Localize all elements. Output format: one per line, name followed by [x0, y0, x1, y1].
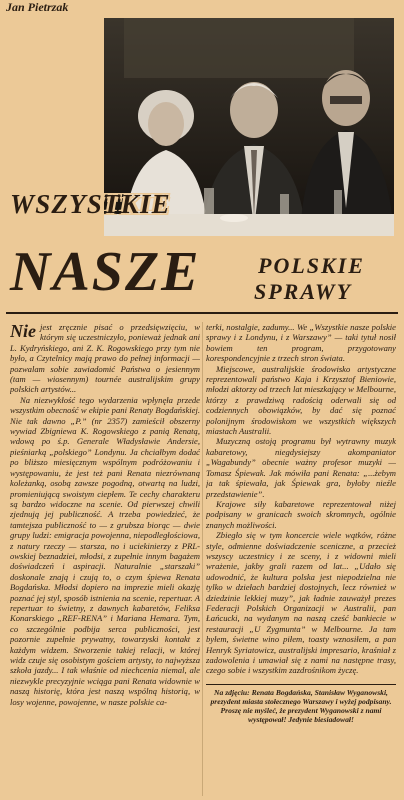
- article-column-left: [10, 322, 200, 796]
- article-paragraph: terki, nostalgie, zadumy... We „Wszystkie nasze polskie sprawy i z Londynu, i z Warszawy” — taki tytuł nosił bowiem ten program, przygotowany korespondencyjnie z trzech stron świata.: [206, 322, 396, 364]
- headline-sub-line2: SPRAWY: [254, 279, 353, 304]
- photo-caption-note: Na zdjęciu: Renata Bogdańska, Stanisław Wyganowski, prezydent miasta stołecznego Warszawy i wyżej podpisany. Proszę nie myśleć, że prezydent Wyganowski z nami występował! Jedynie biesiadował!: [206, 684, 396, 724]
- headline-kicker: WSZYSTKIE: [10, 189, 171, 219]
- author-byline: Jan Pietrzak: [6, 0, 69, 14]
- article-column-right: [206, 322, 396, 796]
- article-paragraph: Muzyczną ostoją programu był wytrawny muzyk kabaretowy, niegdysiejszy akompaniator „Wagabundy” obecnie ważny profesor muzyki — Tomasz Śpiewak. Jak mówiła pani Renata: „...żebym ja tak śpiewała, jak Śpiewak gra, byłoby nieźle przedstawienie”.: [206, 436, 396, 499]
- dropcap: Nie: [10, 322, 36, 341]
- headline-main: NASZE: [10, 241, 201, 303]
- divider-rule: [6, 312, 398, 314]
- article-paragraph: Nie jest zręcznie pisać o przedsięwzięciu, w którym się uczestniczyło, ponieważ jednak ani L. Kydryńskiego, ani Z. K. Rogowskiego przy tym nie było, a Czytelnicy mają prawo do pełnej informacji — pozwalam sobie zawiadomić Państwa o jesiennym (tam — wiosennym) tournée australijskim grupy polskich artystów...: [10, 322, 200, 395]
- headline-sub-line1: POLSKIE: [258, 253, 365, 278]
- column-divider: [202, 322, 203, 796]
- article-paragraph: Krajowe siły kabaretowe reprezentował niżej podpisany w granicach swoich skromnych, ogólnie znanych możliwości.: [206, 498, 396, 530]
- article-paragraph: Na niezwykłość tego wydarzenia wpłynęła przede wszystkim obecność w ekipie pani Renaty Bogdańskiej. Nie tak dawno „P.” (nr 2357) zamieścił obszerny wywiad Zbigniewa K. Rogowskiego z panią Renatą, wdową po ś.p. Generale Władysławie Andersie, pieśniarką „polskiego” Londynu. Ja chciałbym dodać po bliższo miesięcznym wspólnym podróżowaniu i występowaniu, że jest też pani Renata niezrównaną koleżanką, osobą zawsze pogodną, otwartą na ludzi, promieniującą swoistym ciepłem. Te cechy charakteru są bardzo widoczne na scenie. Od pierwszej chwili zjednują jej publiczność. A trzeba powiedzieć, że tamtejsza publiczność to — z grubsza biorąc — dwie grupy ludzi: emigracja powojenna, niepodległościowa, z natury rzeczy — starsza, no i uciekinierzy z PRL-owskiej beznadziei, młodsi, z zupełnie innym bagażem doświadczeń i aspiracji. Naturalnie „starszaki” doskonale znają i czują to, o czym śpiewa Renata Bogdańska. Młodsi dopiero na imprezie mieli okazję poznać jej styl, sposób istnienia na scenie, repertuar. A repertuar to świetny, z dawnych kabaretów, Feliksa Konarskiego „REF-RENA” i Mariana Hemara. Tym, co szczególnie podbija serca publiczności, jest pozornie zupełnie prywatny, towarzyski kontakt z każdym widzem. Stworzenie takiej relacji, w której widz czuje się osobistym gościem artysty, to najwyższa szkoła jazdy... I tak właśnie od niechcenia niemal, ale niezwykle precyzyjnie wciąga pani Renata widownie w naszą historię, która jest naszą wspólną historią, w losy wojenne, powojenne, w nasze polskie ca-: [10, 394, 200, 707]
- article-paragraph: Miejscowe, australijskie środowisko artystyczne reprezentowali państwo Kaja i Krzysztof Bieniowie, młodzi aktorzy od trzech lat mieszkający w Melbourne, którzy z prawdziwą radością oderwali się od codziennych obowiązków, by dać się poznać polonijnym środowiskom we wszystkich większych miastach Australii.: [206, 363, 396, 437]
- article-paragraph: Zbiegło się w tym koncercie wiele wątków, różne style, odmienne doświadczenie sceniczne, a przecież wszyscy uczestnicy i ze sceny, i z widowni mieli wrażenie, jakby grali razem od lat... „Udało się udowodnić, że kultura polska jest niepodzielna nie tylko w dziełach bardziej dostojnych, lecz również w dziedzinie lekkiej muzy”, jak ładnie zauważył prezes Federacji Polskich Organizacji w Australii, pan Łańcucki, na wydanym na naszą cześć bankiecie w restauracji „U Zygmunta” w Melbourne. Ja tam byłem, świetne wino piłem, toasty wznosiłem, a pan Henryk Syriatowicz, australijski impresario, kraśniał z zadowolenia i umawiał się z nami na następne trasy, czego sobie i wszystkim zazdrośnikom życzę.: [206, 530, 396, 676]
